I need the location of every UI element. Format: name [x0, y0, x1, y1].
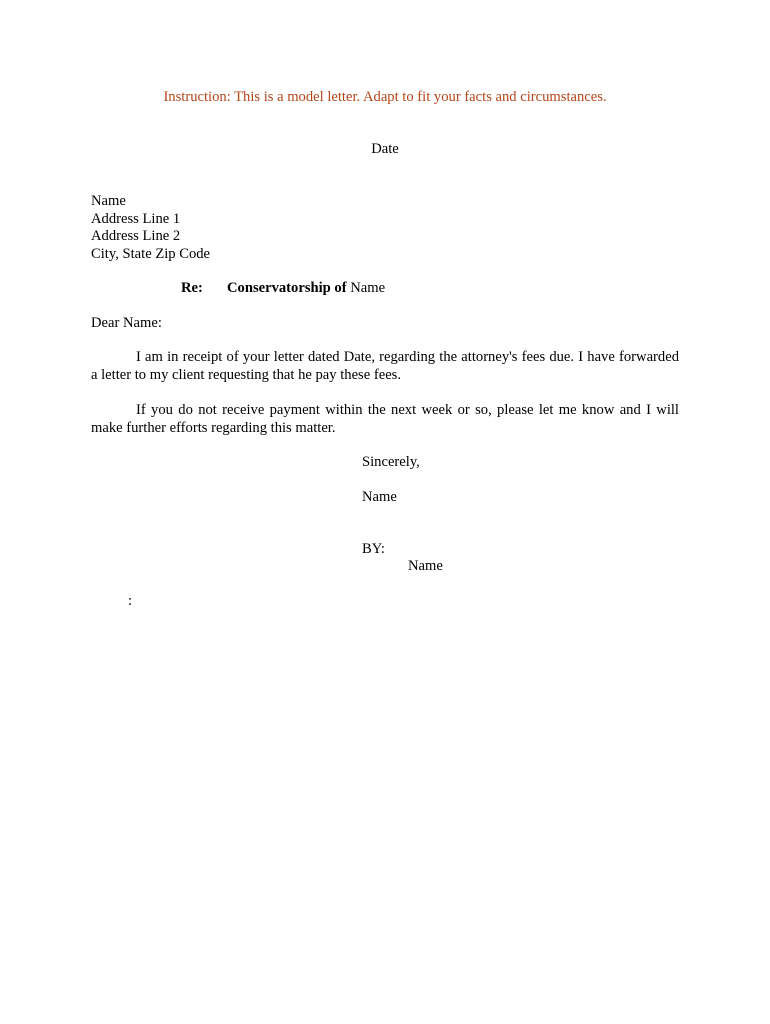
trailing-mark: :	[128, 593, 133, 609]
salutation: Dear Name:	[91, 315, 162, 331]
re-line	[181, 280, 385, 297]
recipient-address-line-1: Address Line 1	[91, 210, 181, 227]
by-signer-name: Name	[408, 558, 443, 574]
recipient-name: Name	[91, 193, 126, 209]
letter-date: Date	[371, 141, 399, 157]
recipient-address-line-2: Address Line 2	[91, 228, 181, 244]
body-paragraph: I am in receipt of your letter dated Date, regarding the attorney's fees due. I have forwarded a letter to my client requesting that he pay these fees.	[91, 349, 679, 383]
instruction-note: Instruction: This is a model letter. Adapt to fit your facts and circumstances.	[163, 89, 607, 105]
recipient-city-state-zip: City, State Zip Code	[91, 245, 211, 262]
closing: Sincerely,	[362, 454, 420, 470]
signer-name: Name	[362, 489, 397, 505]
re-subject-name: Name	[346, 280, 386, 296]
body-paragraph: If you do not receive payment within the next week or so, please let me know and I will make further efforts regarding this matter.	[91, 402, 679, 436]
re-subject: Conservatorship of	[227, 280, 347, 296]
re-label: Re:	[181, 280, 203, 296]
recipient-address-block	[91, 193, 210, 263]
by-label: BY:	[362, 541, 385, 557]
